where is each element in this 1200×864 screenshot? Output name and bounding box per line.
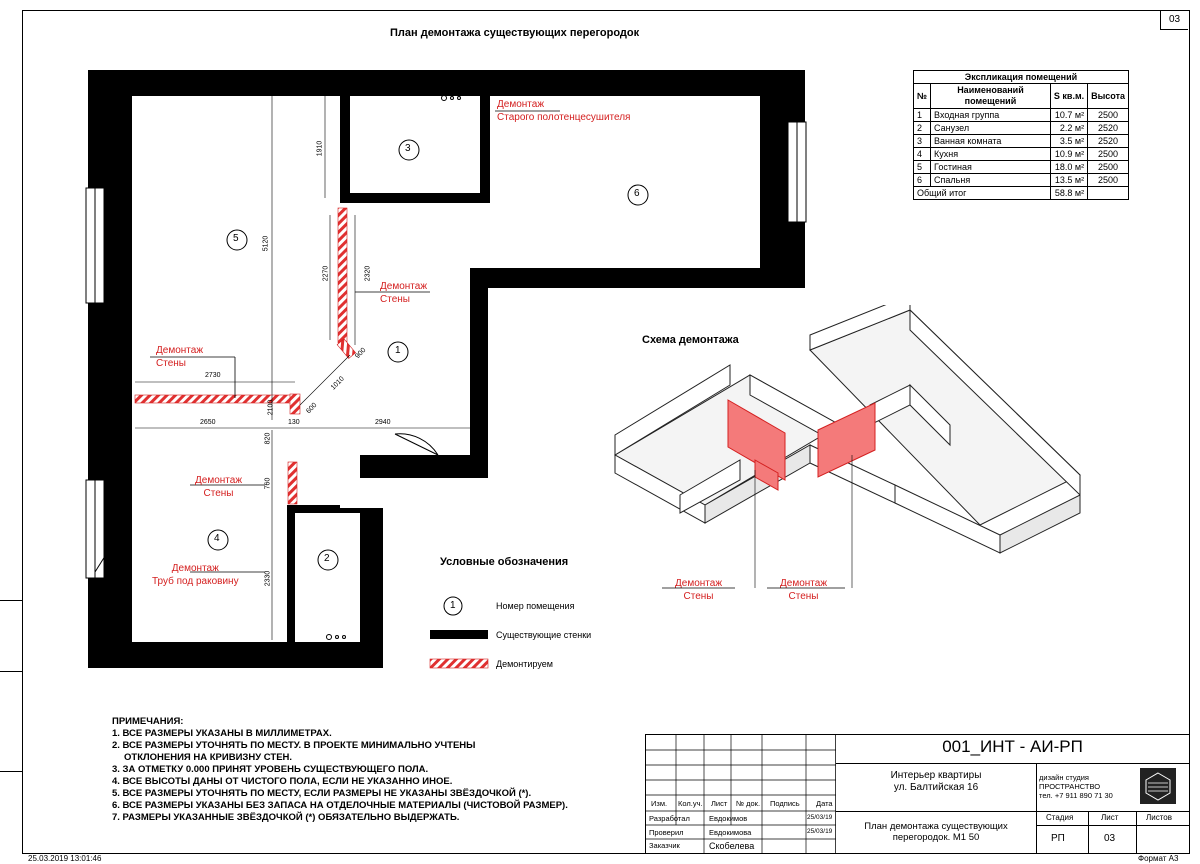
- dim-5120: 5120: [262, 235, 270, 252]
- label-towel-dryer: Демонтаж Старого полотенцесушителя: [497, 99, 631, 123]
- dim-2320: 2320: [364, 265, 372, 282]
- stamp-row-developer: Разработал Евдокимов 25/03/19: [649, 814, 833, 823]
- stamp-sheet-header: Лист: [1101, 813, 1119, 822]
- dim-1910: 1910: [316, 140, 324, 157]
- legend-symbols: [425, 595, 495, 675]
- notes-block: [112, 716, 568, 824]
- table-row: 4 Кухня 10.9 м² 2500: [914, 148, 1129, 161]
- stamp-drawing-name: План демонтажа существующих перегородок. М1 50: [864, 821, 1008, 843]
- expl-header-name: Наименований помещений: [931, 84, 1051, 109]
- legend-demolish-label: Демонтируем: [496, 659, 553, 669]
- dim-130: 130: [288, 419, 300, 426]
- note-line: 3. ЗА ОТМЕТКУ 0.000 ПРИНЯТ УРОВЕНЬ СУЩЕСТВУЮЩЕГО ПОЛА.: [112, 764, 429, 775]
- note-line: ОТКЛОНЕНИЯ НА КРИВИЗНУ СТЕН.: [124, 752, 293, 763]
- dim-900: 900: [354, 346, 368, 361]
- legend-title: Условные обозначения: [440, 556, 569, 568]
- room-no-5: 5: [233, 233, 239, 244]
- dim-2330: 2330: [264, 570, 272, 587]
- stamp-row-customer: Заказчик Скобелева: [649, 841, 755, 851]
- stamp-stage-header: Стадия: [1046, 813, 1074, 822]
- scheme-label-2: Демонтаж Стены: [780, 578, 828, 602]
- table-row: 3 Ванная комната 3.5 м² 2520: [914, 135, 1129, 148]
- expl-total-value: 58.8 м²: [1050, 187, 1087, 200]
- expl-total-label: Общий итог: [914, 187, 1051, 200]
- note-line: 2. ВСЕ РАЗМЕРЫ УТОЧНЯТЬ ПО МЕСТУ. В ПРОЕКТЕ МИНИМАЛЬНО УЧТЕНЫ: [112, 740, 476, 751]
- note-line: 4. ВСЕ ВЫСОТЫ ДАНЫ ОТ ЧИСТОГО ПОЛА, ЕСЛИ НЕ УКАЗАННО ИНОЕ.: [112, 776, 453, 787]
- room-no-6: 6: [634, 188, 640, 199]
- page-title: План демонтажа существующих перегородок: [390, 27, 640, 39]
- scheme-label-1: Демонтаж Стены: [675, 578, 723, 602]
- stamp-row-checker: Проверил Евдокимова 25/03/19: [649, 828, 833, 837]
- legend-existing-label: Существующие стенки: [496, 630, 592, 640]
- stamp-sheet: 03: [1104, 833, 1116, 844]
- label-demolish-wall-3: Демонтаж Стены: [195, 475, 243, 499]
- table-row: 2 Санузел 2.2 м² 2520: [914, 122, 1129, 135]
- stamp-code: 001_ИНТ - АИ-РП: [942, 737, 1083, 756]
- stamp-studio: дизайн студия ПРОСТРАНСТВО тел. +7 911 890 71 30: [1039, 773, 1113, 800]
- expl-header-height: Высота: [1088, 84, 1129, 109]
- notes-title: ПРИМЕЧАНИЯ:: [112, 716, 184, 727]
- stamp-sheets-header: Листов: [1146, 813, 1172, 822]
- dim-2100: 2100: [267, 399, 275, 416]
- note-line: 1. ВСЕ РАЗМЕРЫ УКАЗАНЫ В МИЛЛИМЕТРАХ.: [112, 728, 332, 739]
- room-no-4: 4: [214, 533, 220, 544]
- table-row: 5 Гостиная 18.0 м² 2500: [914, 161, 1129, 174]
- dim-600: 600: [305, 401, 319, 416]
- note-line: 7. РАЗМЕРЫ УКАЗАННЫЕ ЗВЁЗДОЧКОЙ (*) ОБЯЗАТЕЛЬНО ВЫДЕРЖАТЬ.: [112, 812, 460, 823]
- table-row: 6 Спальня 13.5 м² 2500: [914, 174, 1129, 187]
- dim-820: 820: [264, 432, 272, 445]
- label-demolish-pipes: Демонтаж Труб под раковину: [152, 563, 239, 587]
- legend-room-label: Номер помещения: [496, 601, 575, 611]
- room-no-1: 1: [395, 345, 401, 356]
- scheme-title: Схема демонтажа: [642, 334, 739, 346]
- label-demolish-wall-1: Демонтаж Стены: [380, 281, 428, 305]
- title-block: Изм. Кол.уч. Лист № док. Подпись Дата Разработал Евдокимов 25/03/19 Проверил Евдокимова 25/03/19 Заказчик Скобелева 001_ИНТ - АИ-РП Интерьер квартиры ул. Балтийская 16 дизайн студия ПРОСТРАНСТВО тел. +7 911 890 71 30 План демонтажа существующих перегородок. М1 50 Стадия Лист Листов РП 03: [645, 734, 1189, 853]
- stamp-project: Интерьер квартиры ул. Балтийская 16: [890, 770, 982, 793]
- studio-logo: [1140, 768, 1176, 804]
- legend-demolish-swatch: [430, 659, 488, 668]
- expl-header-area: S кв.м.: [1050, 84, 1087, 109]
- dim-760: 760: [264, 477, 272, 490]
- expl-header-no: №: [914, 84, 931, 109]
- room-no-3: 3: [405, 143, 411, 154]
- legend-room-sample: 1: [450, 600, 456, 611]
- dim-1010: 1010: [329, 375, 346, 392]
- explication-title: Экспликация помещений: [914, 71, 1129, 84]
- dim-2650: 2650: [200, 419, 216, 426]
- legend-existing-swatch: [430, 630, 488, 639]
- format-label: Формат A3: [1138, 854, 1179, 863]
- date-stamp: 25.03.2019 13:01:46: [28, 854, 102, 863]
- sheet-number-box: 03: [1160, 11, 1188, 30]
- note-line: 6. ВСЕ РАЗМЕРЫ УКАЗАНЫ БЕЗ ЗАПАСА НА ОТДЕЛОЧНЫЕ МАТЕРИАЛЫ (ЧИСТОВОЙ РАЗМЕР).: [112, 800, 568, 811]
- note-line: 5. ВСЕ РАЗМЕРЫ УТОЧНЯТЬ ПО МЕСТУ, ЕСЛИ РАЗМЕРЫ НЕ УКАЗАНЫ ЗВЁЗДОЧКОЙ (*).: [112, 788, 532, 799]
- dim-2940: 2940: [375, 419, 391, 426]
- dim-2270: 2270: [322, 265, 330, 282]
- table-row: 1 Входная группа 10.7 м² 2500: [914, 109, 1129, 122]
- stamp-stage: РП: [1051, 833, 1065, 844]
- room-no-2: 2: [324, 553, 330, 564]
- label-demolish-wall-2: Демонтаж Стены: [156, 345, 204, 369]
- dim-2730: 2730: [205, 372, 221, 379]
